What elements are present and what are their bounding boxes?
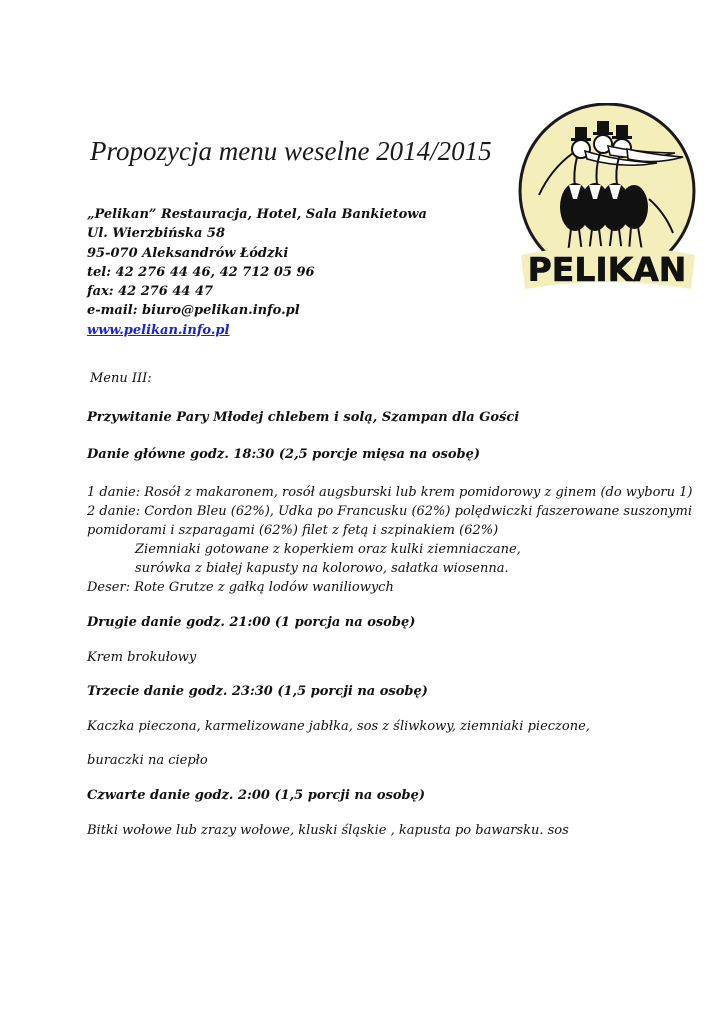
website-link[interactable]: www.pelikan.info.pl <box>87 322 230 338</box>
main-course-line-3: pomidorami i szparagami (62%) filet z fetą i szpinakiem (62%) <box>87 523 499 538</box>
email-address: e-mail: biuro@pelikan.info.pl <box>87 303 300 319</box>
pelican-logo-icon <box>515 103 698 295</box>
main-course-line-4: Ziemniaki gotowane z koperkiem oraz kulki ziemniaczane, <box>135 542 521 557</box>
main-course-line-5: surówka z białej kapusty na kolorowo, sałatka wiosenna. <box>135 561 509 576</box>
page-title: Propozycja menu weselne 2014/2015 <box>90 136 492 166</box>
main-course-line-1: 1 danie: Rosół z makaronem, rosół augsburski lub krem pomidorowy z ginem (do wyboru 1) <box>87 485 693 500</box>
contact-block <box>87 205 427 340</box>
city-address: 95-070 Aleksandrów Łódzki <box>87 245 289 261</box>
main-course-heading: Danie główne godz. 18:30 (2,5 porcje mięsa na osobę) <box>87 447 481 462</box>
fourth-course-heading: Czwarte danie godz. 2:00 (1,5 porcji na osobę) <box>87 788 425 803</box>
second-course-heading: Drugie danie godz. 21:00 (1 porcja na osobę) <box>87 615 416 630</box>
svg-text:PELIKAN: PELIKAN <box>527 250 687 289</box>
menu-heading: Menu III: <box>90 371 152 386</box>
fourth-course-text: Bitki wołowe lub zrazy wołowe, kluski śląskie , kapusta po bawarsku. sos <box>87 823 569 838</box>
third-course-line-1: Kaczka pieczona, karmelizowane jabłka, sos z śliwkowy, ziemniaki pieczone, <box>87 719 590 734</box>
restaurant-name: „Pelikan” Restauracja, Hotel, Sala Bankietowa <box>87 207 427 222</box>
second-course-text: Krem brokułowy <box>87 650 197 665</box>
street-address: Ul. Wierzbińska 58 <box>87 226 225 242</box>
main-course-line-2: 2 danie: Cordon Bleu (62%), Udka po Francusku (62%) polędwiczki faszerowane suszonymi <box>87 504 693 519</box>
welcome-line: Przywitanie Pary Młodej chlebem i solą, Szampan dla Gości <box>87 410 520 425</box>
third-course-heading: Trzecie danie godz. 23:30 (1,5 porcji na osobę) <box>87 684 428 699</box>
phone-number: tel: 42 276 44 46, 42 712 05 96 <box>87 264 315 280</box>
fax-number: fax: 42 276 44 47 <box>87 284 214 300</box>
dessert-line: Deser: Rote Grutze z gałką lodów waniliowych <box>87 580 394 595</box>
third-course-line-2: buraczki na ciepło <box>87 753 208 768</box>
